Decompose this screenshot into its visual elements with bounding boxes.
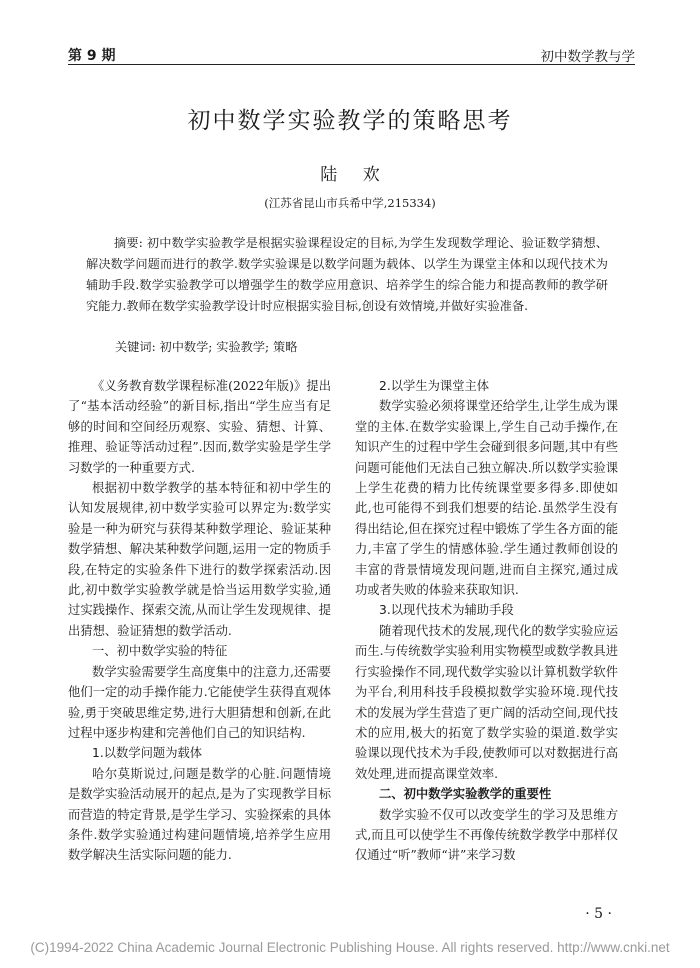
- keywords-label: 关键词: [115, 340, 152, 354]
- journal-issue: 第 9 期: [68, 48, 116, 64]
- section-heading: 二、初中数学实验教学的重要性: [379, 787, 552, 802]
- author-affiliation: (江苏省昆山市兵希中学,215334): [264, 196, 436, 210]
- subsection-heading: 1.以数学问题为载体: [92, 746, 203, 761]
- article-title: 初中数学实验教学的策略思考: [187, 108, 513, 134]
- article-author: 陆 欢: [320, 165, 390, 185]
- copyright-footer: (C)1994-2022 China Academic Journal Electronic Publishing House. All rights reserved. http://www.cnki.net: [30, 940, 670, 955]
- paragraph: 根据初中数学教学的基本特征和初中学生的认知发展规律,初中数学实验可以界定为:数学实验是一种为研究与获得某种数学理论、验证某种数学猜想、解决某种数学问题,运用一定的物质手段,在特定的实验条件下进行的数学探索活动.因此,初中数学实验教学就是恰当运用数学实验,通过实践操作、探索交流,从而让学生发现规律、提出猜想、验证猜想的数学活动.: [68, 481, 331, 638]
- paragraph: 数学实验必须将课堂还给学生,让学生成为课堂的主体.在数学实验课上,学生自己动手操作,在知识产生的过程中学生会碰到很多问题,其中有些问题可能他们无法自己独立解决.所以数学实验课上学生花费的精力比传统课堂要多得多.即使如此,也可能得不到我们想要的结论.虽然学生没有得出结论,但在探究过程中锻炼了学生各方面的能力,丰富了学生的情感体验.学生通过教师创设的丰富的背景情境发现问题,进而自主探究,通过成功或者失败的体验来获取知识.: [355, 399, 618, 598]
- abstract-label: 摘要: [114, 236, 139, 250]
- subsection-heading: 3.以现代技术为辅助手段: [379, 603, 514, 618]
- page-number: · 5 ·: [585, 906, 612, 922]
- right-column: [355, 376, 618, 866]
- paragraph: 《义务教育数学课程标准(2022年版)》提出了“基本活动经验”的新目标,指出“学生应当有足够的时间和空间经历观察、实验、猜想、计算、推理、验证等活动过程”.因而,数学实验是学生学习数学的一种重要方式.: [68, 379, 331, 475]
- abstract: [86, 233, 608, 317]
- paragraph: 哈尔莫斯说过,问题是数学的心脏.问题情境是数学实验活动展开的起点,是为了实现教学目标而营造的特定背景,是学生学习、实验探索的具体条件.数学实验通过构建问题情境,培养学生应用数学解决生活实际问题的能力.: [68, 766, 331, 863]
- paragraph: 随着现代技术的发展,现代化的数学实验应运而生.与传统数学实验利用实物模型或数学教具进行实验操作不同,现代数学实验以计算机数学软件为平台,利用科技手段模拟数学实验环境.现代技术的发展为学生营造了更广阔的活动空间,现代技术的应用,极大的拓宽了数学实验的渠道.数学实验课以现代技术为手段,使教师可以对数据进行高效处理,进而提高课堂效率.: [355, 623, 618, 781]
- paragraph: 数学实验不仅可以改变学生的学习及思维方式,而且可以使学生不再像传统数学教学中那样仅仅通过“听”教师“讲”来学习数: [355, 807, 618, 863]
- keywords-text: : 初中数学; 实验教学; 策略: [151, 340, 298, 354]
- keywords: [115, 338, 297, 355]
- paragraph: 数学实验需要学生高度集中的注意力,还需要他们一定的动手操作能力.它能使学生获得直观体验,勇于突破思维定势,进行大胆猜想和创新,在此过程中逐步构建和完善他们自己的知识结构.: [68, 664, 331, 740]
- header-rule: [68, 64, 635, 65]
- subsection-heading: 2.以学生为课堂主体: [379, 379, 490, 393]
- abstract-text: : 初中数学实验教学是根据实验课程设定的目标,为学生发现数学理论、验证数学猜想、解决数学问题而进行的教学.数学实验课是以数学问题为载体、以学生为课堂主体和以现代技术为辅助手段.数学实验教学可以增强学生的数学应用意识、培养学生的综合能力和提高教师的教学研究能力.教师在数学实验教学设计时应根据实验目标,创设有效情境,并做好实验准备.: [86, 236, 608, 313]
- section-heading: 一、初中数学实验的特征: [92, 644, 228, 659]
- left-column: [68, 376, 331, 866]
- journal-name: 初中数学教与学: [540, 49, 635, 65]
